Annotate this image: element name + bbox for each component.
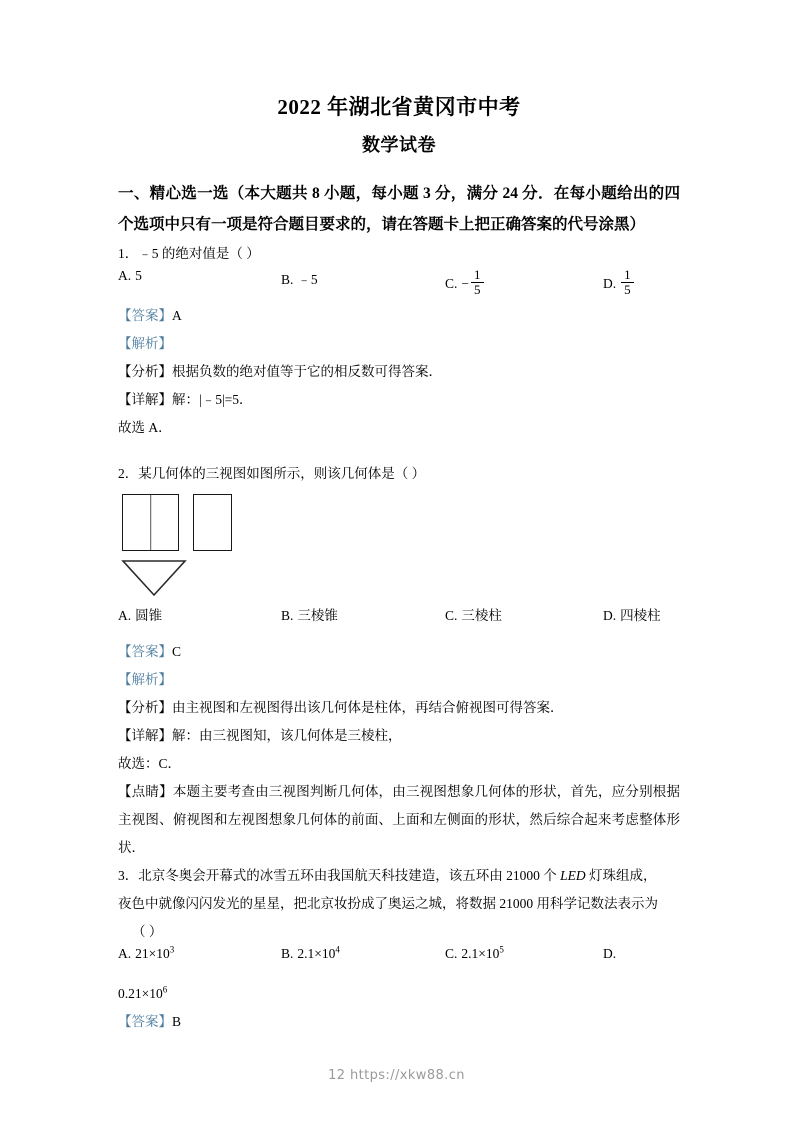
question-3-stem-line-2: 夜色中就像闪闪发光的星星，把北京妆扮成了奥运之城，将数据 21000 用科学记数法表示为 — [118, 895, 658, 911]
option-d-label: D. — [603, 275, 617, 291]
question-3-option-d-label[interactable] — [603, 946, 620, 962]
option-b-value: ﹣5 — [297, 271, 318, 287]
option-a-value: 圆锥 — [135, 607, 163, 623]
option-d-fraction — [621, 268, 634, 296]
question-1-stem: 1．﹣5 的绝对值是（ ） — [118, 245, 260, 261]
question-3 — [118, 862, 680, 1036]
option-c-label: C. — [445, 275, 458, 291]
option-b-label: B. — [281, 271, 294, 287]
option-c-fraction — [471, 268, 484, 296]
option-a-base: 21×10 — [135, 945, 170, 961]
page-footer: 12 https://xkw88.cn — [328, 1068, 465, 1083]
question-3-stem-line-1 — [118, 862, 680, 890]
front-view-divider-line — [150, 495, 152, 550]
answer-tag: 【答案】 — [118, 1013, 172, 1029]
fraction-numerator: 1 — [471, 268, 484, 283]
question-2-stem: 2．某几何体的三视图如图所示，则该几何体是（ ） — [118, 465, 426, 481]
question-1-conclusion: 故选 A． — [118, 419, 172, 435]
three-view-figure — [118, 492, 680, 604]
option-d-base: 0.21×10 — [118, 985, 163, 1001]
question-2-answer-line — [118, 638, 680, 666]
answer-value: C — [172, 643, 182, 659]
keypoint-label: 【点睛】 — [118, 783, 173, 799]
option-b-label: B. — [281, 945, 294, 961]
question-1 — [118, 240, 680, 442]
question-3-option-c[interactable] — [445, 946, 504, 962]
question-3-options — [118, 946, 680, 980]
page-content — [118, 0, 680, 1036]
option-b-base: 2.1×10 — [297, 945, 336, 961]
detail-label: 【详解】 — [118, 391, 172, 407]
question-3-stem-line-3: （ ） — [132, 923, 163, 939]
option-c-label: C. — [445, 607, 458, 623]
option-a-label: A. — [118, 945, 132, 961]
option-b-label: B. — [281, 607, 294, 623]
fraction-numerator: 1 — [621, 268, 634, 283]
analysis-tag: 【解析】 — [118, 335, 172, 351]
question-1-detail — [118, 386, 680, 414]
question-1-options — [118, 268, 680, 302]
question-2-analysis — [118, 694, 680, 722]
analysis-label: 【分析】 — [118, 363, 172, 379]
question-2-keypoint — [118, 778, 680, 862]
stem-part-after-led: 灯珠组成， — [585, 867, 657, 883]
option-a-label: A. — [118, 607, 132, 623]
analysis-label: 【分析】 — [118, 699, 172, 715]
option-d-exponent: 6 — [162, 984, 168, 995]
question-2-option-c[interactable] — [445, 604, 502, 624]
question-3-option-a[interactable] — [118, 946, 174, 962]
option-a-label: A. — [118, 267, 132, 283]
fraction-denominator: 5 — [474, 281, 481, 297]
option-b-value: 三棱锥 — [297, 607, 338, 623]
side-view-rectangle-icon — [193, 494, 232, 551]
answer-value: B — [172, 1013, 182, 1029]
question-2-option-d[interactable] — [603, 604, 661, 624]
option-c-minus: − — [461, 275, 470, 291]
question-1-option-b[interactable] — [281, 268, 318, 288]
question-2 — [118, 460, 680, 862]
question-2-conclusion: 故选：C． — [118, 755, 182, 771]
top-view-triangle-icon — [118, 558, 190, 598]
question-1-answer-line — [118, 302, 680, 330]
question-3-option-d-value[interactable] — [118, 980, 680, 1008]
question-1-option-d[interactable] — [603, 268, 635, 296]
question-1-option-a[interactable] — [118, 268, 142, 284]
option-d-value: 四棱柱 — [620, 607, 661, 623]
answer-tag: 【答案】 — [118, 307, 172, 323]
option-d-label: D. — [603, 945, 617, 961]
question-2-options — [118, 604, 680, 638]
question-2-detail — [118, 722, 680, 750]
option-a-exponent: 3 — [169, 944, 175, 955]
question-gap — [118, 442, 680, 460]
analysis-text: 根据负数的绝对值等于它的相反数可得答案． — [172, 363, 442, 379]
front-view-rectangle-icon — [122, 494, 179, 551]
analysis-tag: 【解析】 — [118, 671, 172, 687]
option-c-exponent: 5 — [499, 944, 504, 955]
answer-tag: 【答案】 — [118, 643, 172, 659]
detail-text: 解：|﹣5|=5． — [172, 391, 253, 407]
page-subtitle: 数学试卷 — [362, 135, 436, 156]
analysis-text: 由主视图和左视图得出该几何体是柱体，再结合俯视图可得答案． — [172, 699, 564, 715]
option-d-label: D. — [603, 607, 617, 623]
fraction-denominator: 5 — [624, 281, 631, 297]
question-3-answer-line — [118, 1008, 680, 1036]
question-1-analysis — [118, 358, 680, 386]
option-c-value: 三棱柱 — [461, 607, 502, 623]
section-heading: 一、精心选一选（本大题共 8 小题，每小题 3 分，满分 24 分．在每小题给出的四个选项中只有一项是符合题目要求的，请在答题卡上把正确答案的代号涂黑） — [118, 184, 680, 233]
option-c-label: C. — [445, 945, 458, 961]
question-2-option-b[interactable] — [281, 604, 338, 624]
option-b-exponent: 4 — [335, 944, 340, 955]
stem-part-before-led: 3．北京冬奥会开幕式的冰雪五环由我国航天科技建造，该五环由 21000 个 — [118, 867, 561, 883]
keypoint-text: 本题主要考查由三视图判断几何体，由三视图想象几何体的形状，首先，应分别根据主视图、俯视图和左视图想象几何体的前面、上面和左侧面的形状，然后综合起来考虑整体形状． — [118, 783, 681, 855]
option-c-base: 2.1×10 — [461, 945, 500, 961]
page-title: 2022 年湖北省黄冈市中考 — [277, 95, 521, 119]
question-1-option-c[interactable] — [445, 268, 485, 296]
question-2-analysis-tag-line — [118, 666, 680, 694]
detail-text: 解：由三视图知，该几何体是三棱柱， — [172, 727, 402, 743]
question-3-option-b[interactable] — [281, 946, 340, 962]
question-2-option-a[interactable] — [118, 604, 162, 624]
stem-led-term: LED — [560, 867, 586, 883]
answer-value: A — [172, 307, 182, 323]
option-a-value: 5 — [135, 267, 142, 283]
question-1-analysis-tag-line — [118, 330, 680, 358]
detail-label: 【详解】 — [118, 727, 172, 743]
